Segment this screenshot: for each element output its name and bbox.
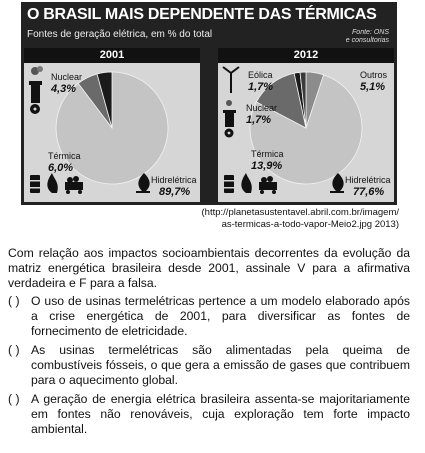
value-hidreletrica-2012: 77,6%: [353, 186, 385, 198]
panel-year: 2001: [24, 48, 200, 63]
value-eolica-2012: 1,7%: [248, 81, 274, 93]
answer-blank[interactable]: ( ): [8, 392, 20, 406]
label-hidreletrica-2001: Hidrelétrica: [151, 175, 197, 185]
statement-3: [8, 392, 410, 437]
label-outros-2012: Outros: [360, 70, 388, 80]
source-citation: [99, 207, 399, 231]
panel-2012: [218, 48, 394, 202]
source-citation-line: (http://planetasustentavel.abril.com.br/imagem/: [201, 207, 399, 218]
statement-text: As usinas termelétricas são alimentadas pela queima de combustíveis fósseis, o que gera a emissão de gases que contribuem para o aquecimento global.: [31, 343, 410, 387]
answer-blank[interactable]: ( ): [8, 343, 20, 357]
nuclear-plant-icon: [223, 100, 236, 127]
value-hidreletrica-2001: 89,7%: [159, 186, 191, 198]
label-nuclear-2001: Nuclear: [51, 72, 83, 82]
label-termica-2001: Térmica: [48, 151, 81, 161]
flame-icon: [47, 173, 57, 193]
question: [8, 246, 410, 441]
statement-1: [8, 294, 410, 339]
flame-icon: [241, 173, 251, 193]
infographic-title: O BRASIL MAIS DEPENDENTE DAS TÉRMICAS: [27, 6, 377, 23]
answer-blank[interactable]: ( ): [8, 294, 20, 308]
value-nuclear-2012: 1,7%: [246, 114, 272, 126]
value-nuclear-2001: 4,3%: [51, 83, 77, 95]
label-nuclear-2012: Nuclear: [246, 103, 278, 113]
infographic-source-note: Fonte: ONS e consultorias: [345, 29, 389, 44]
label-hidreletrica-2012: Hidrelétrica: [345, 175, 391, 185]
coal-cart-icon: [259, 176, 277, 194]
value-outros-2012: 5,1%: [360, 81, 386, 93]
infographic: [21, 2, 397, 205]
statement-text: O uso de usinas termelétricas pertence a um modelo elaborado após a crise energética de 2001, para diversificar as fontes de fornecimento de eletricidade.: [31, 294, 410, 338]
source-citation-line: as-termicas-a-todo-vapor-Meio2.jpg 2013): [221, 219, 399, 230]
label-eolica-2012: Eólica: [248, 70, 273, 80]
wind-turbine-icon: [223, 67, 239, 93]
statement-2: [8, 343, 410, 388]
label-termica-2012: Térmica: [251, 149, 284, 159]
value-termica-2012: 13,9%: [251, 160, 283, 172]
oil-barrel-icon: [30, 175, 40, 193]
value-termica-2001: 6,0%: [48, 162, 74, 174]
oil-barrel-icon: [224, 175, 234, 193]
panel-2001: [24, 48, 200, 202]
radiation-icon: [225, 129, 234, 138]
nuclear-plant-icon: [29, 66, 43, 103]
statement-text: A geração de energia elétrica brasileira assenta-se majoritariamente em fontes não renováveis, cuja exploração tem forte impacto ambiental.: [31, 392, 410, 436]
coal-cart-icon: [65, 176, 83, 194]
infographic-subtitle: Fontes de geração elétrica, em % do total: [27, 29, 213, 40]
panel-year: 2012: [218, 48, 394, 63]
radiation-icon: [30, 104, 40, 114]
question-stem: Com relação aos impactos socioambientais decorrentes da evolução da matriz energética brasileira desde 2001, assinale V para a afirmativa verdadeira e F para a falsa.: [8, 246, 410, 290]
